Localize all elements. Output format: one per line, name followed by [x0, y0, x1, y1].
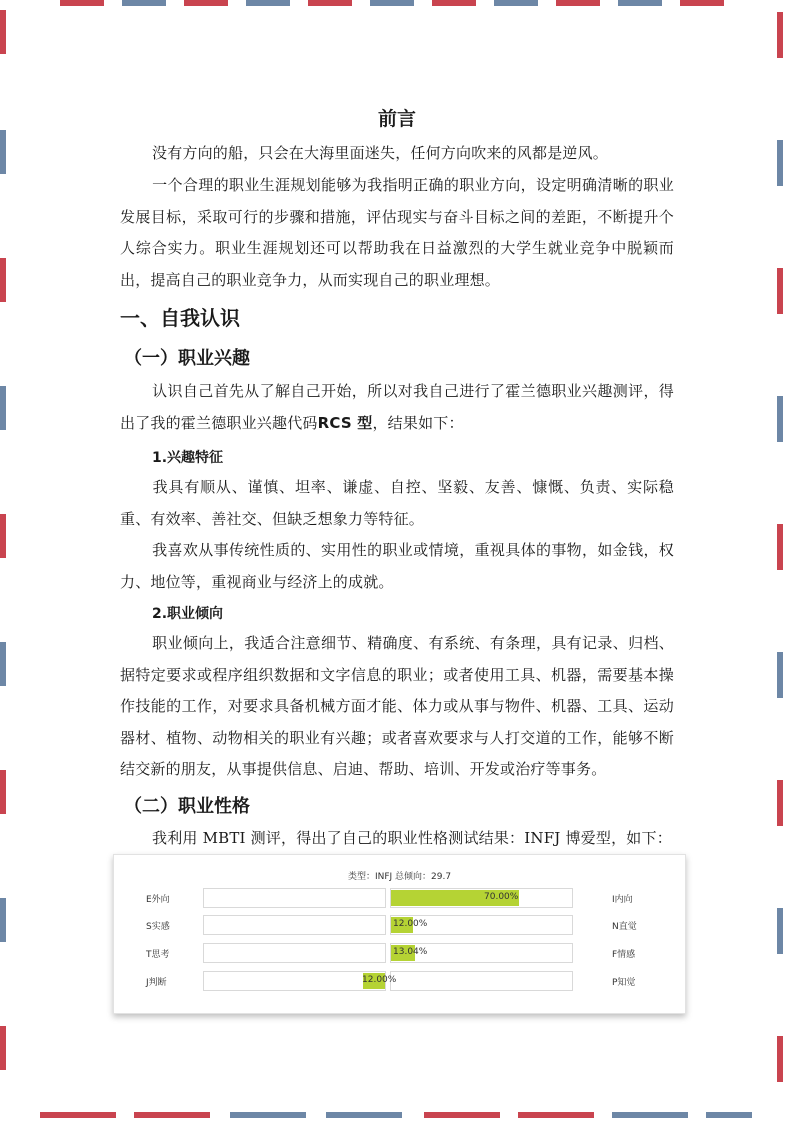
chart-title: 类型：INFJ 总倾向：29.7: [347, 872, 452, 882]
border-stripe: [618, 0, 662, 6]
paragraph-features: [120, 472, 674, 535]
border-stripe: [134, 1112, 210, 1118]
border-stripe: [424, 1112, 500, 1118]
chart-value-label: 12.00%: [362, 975, 397, 985]
border-stripe: [777, 140, 783, 186]
border-stripe: [326, 1112, 402, 1118]
border-stripe: [777, 396, 783, 442]
border-stripe: [777, 652, 783, 698]
border-stripe: [0, 642, 6, 686]
border-stripe: [0, 898, 6, 942]
chart-row: [114, 915, 685, 935]
border-stripe: [0, 1026, 6, 1070]
chart-right-label: P知觉: [612, 978, 636, 988]
border-stripe: [777, 780, 783, 826]
paragraph-text: 一个合理的职业生涯规划能够为我指明正确的职业方向，设定明确清晰的职业发展目标，采取可行的步骤和措施，评估现实与奋斗目标之间的差距，不断提升个人综合实力。职业生涯规划还可以帮助我在日益激烈的大学生就业竞争中脱颖而出，提高自己的职业竞争力，从而实现自己的职业理想。: [120, 176, 674, 289]
chart-value-label: 70.00%: [484, 892, 519, 902]
border-stripe: [680, 0, 724, 6]
chart-left-track: [203, 971, 386, 991]
item-heading-features: 1.兴趣特征: [152, 450, 224, 466]
paragraph-text: ，结果如下：: [372, 413, 464, 432]
border-stripe: [777, 1036, 783, 1082]
chart-left-label: J判断: [146, 978, 167, 988]
holland-code: RCS 型: [317, 413, 373, 432]
border-stripe: [777, 908, 783, 954]
chart-left-track: [203, 943, 386, 963]
chart-row: [114, 943, 685, 963]
chart-left-track: [203, 915, 386, 935]
border-stripe: [246, 0, 290, 6]
mbti-chart: [113, 854, 686, 1014]
border-stripe: [370, 0, 414, 6]
border-stripe: [777, 12, 783, 58]
paragraph-preferences: [120, 535, 674, 598]
border-stripe: [0, 10, 6, 54]
paragraph-intro: [120, 138, 674, 170]
chart-value-label: 13.04%: [393, 947, 428, 957]
border-stripe: [40, 1112, 116, 1118]
subsection-heading-personality: （二）职业性格: [124, 796, 250, 817]
border-stripe: [230, 1112, 306, 1118]
paragraph-holland: [120, 376, 674, 439]
paragraph-text: 我具有顺从、谨慎、坦率、谦虚、自控、坚毅、友善、慷慨、负责、实际稳重、有效率、善社交、但缺乏想象力等特征。: [120, 478, 674, 528]
paragraph-text: 认识自己首先从了解自己开始，所以对我自己进行了霍兰德职业兴趣测评，得出了我的霍兰德职业兴趣代码: [120, 382, 674, 432]
chart-left-label: S实感: [146, 922, 170, 932]
paragraph-text: 我喜欢从事传统性质的、实用性的职业或情境，重视具体的事物，如金钱，权力、地位等，重视商业与经济上的成就。: [120, 541, 674, 591]
border-stripe: [556, 0, 600, 6]
border-stripe: [432, 0, 476, 6]
border-stripe: [0, 258, 6, 302]
border-stripe: [518, 1112, 594, 1118]
paragraph-tendency: [120, 628, 674, 786]
paragraph-purpose: [120, 170, 674, 296]
border-stripe: [494, 0, 538, 6]
border-stripe: [308, 0, 352, 6]
paragraph-mbti: [120, 823, 674, 855]
border-stripe: [184, 0, 228, 6]
border-stripe: [0, 386, 6, 430]
border-stripe: [777, 268, 783, 314]
page-title: 前言: [377, 108, 416, 130]
chart-left-label: T思考: [146, 950, 170, 960]
item-heading-tendency: 2.职业倾向: [152, 606, 224, 622]
chart-row: [114, 971, 685, 991]
border-stripe: [777, 524, 783, 570]
section-heading-self: 一、自我认识: [120, 306, 240, 330]
border-stripe: [122, 0, 166, 6]
chart-left-track: [203, 888, 386, 908]
chart-right-label: N直觉: [612, 922, 637, 932]
chart-right-label: F情感: [612, 950, 636, 960]
border-stripe: [0, 514, 6, 558]
border-stripe: [706, 1112, 752, 1118]
paragraph-text: 我利用 MBTI 测评，得出了自己的职业性格测试结果：INFJ 博爱型，如下：: [152, 829, 672, 847]
border-stripe: [612, 1112, 688, 1118]
chart-value-label: 12.00%: [393, 919, 428, 929]
chart-right-track: [390, 971, 573, 991]
border-stripe: [0, 130, 6, 174]
border-stripe: [60, 0, 104, 6]
paragraph-text: 没有方向的船，只会在大海里面迷失，任何方向吹来的风都是逆风。: [152, 144, 609, 162]
border-stripe: [0, 770, 6, 814]
subsection-heading-interest: （一）职业兴趣: [124, 348, 250, 369]
paragraph-text: 职业倾向上，我适合注意细节、精确度、有系统、有条理，具有记录、归档、据特定要求或程序组织数据和文字信息的职业；或者使用工具、机器，需要基本操作技能的工作，对要求具备机械方面才能、体力或从事与物件、机器、工具、运动器材、植物、动物相关的职业有兴趣；或者喜欢要求与人打交道的工作，能够不断结交新的朋友，从事提供信息、启迪、帮助、培训、开发或治疗等事务。: [120, 634, 674, 778]
chart-row: [114, 888, 685, 908]
chart-left-label: E外向: [146, 895, 170, 905]
chart-right-label: I内向: [612, 895, 633, 905]
